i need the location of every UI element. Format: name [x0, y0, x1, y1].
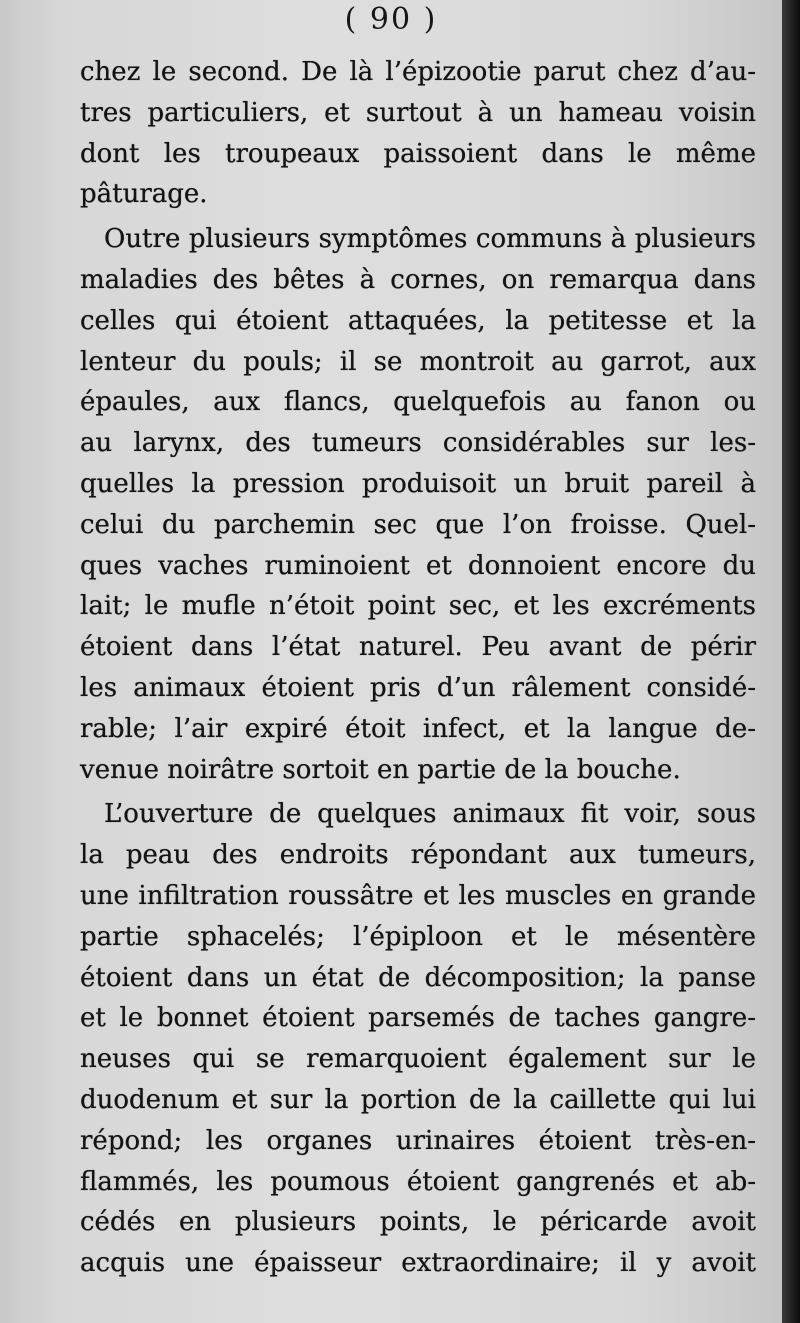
text-line: maladies des bêtes à cornes, on remarqua dans [80, 264, 756, 295]
text-line: la peau des endroits répondant aux tumeurs, [80, 840, 756, 871]
paragraph-first-line: Outre plusieurs symptômes communs à plusieurs [104, 224, 756, 255]
text-line: lenteur du pouls; il se montroit au garrot, aux [80, 346, 756, 377]
text-line: celles qui étoient attaquées, la petitesse et la [80, 305, 756, 336]
text-line: celui du parchemin sec que l’on froisse. Quel- [80, 509, 756, 540]
text-line: dont les troupeaux paissoient dans le même [80, 138, 756, 169]
page-edge-shadow [782, 0, 800, 1323]
text-line: étoient dans un état de décomposition; la panse [80, 962, 756, 993]
text-line: tres particuliers, et surtout à un hameau voisin [80, 97, 756, 128]
text-line: répond; les organes urinaires étoient très-en- [80, 1125, 756, 1156]
text-line: épaules, aux flancs, quelquefois au fanon ou [80, 387, 756, 418]
text-line: venue noirâtre sortoit en partie de la bouche. [80, 754, 681, 785]
text-line: pâturage. [80, 179, 208, 210]
text-line: une infiltration roussâtre et les muscles en grande [80, 880, 756, 911]
text-line: et le bonnet étoient parsemés de taches gangre- [80, 1003, 756, 1034]
page-number: ( 90 ) [344, 2, 438, 37]
text-line: lait; le mufle n’étoit point sec, et les excréments [80, 591, 756, 622]
text-line: ques vaches ruminoient et donnoient encore du [80, 550, 756, 581]
text-line: acquis une épaisseur extraordinaire; il y avoit [80, 1248, 756, 1279]
text-line: cédés en plusieurs points, le péricarde avoit [80, 1207, 756, 1238]
text-line: flammés, les poumous étoient gangrenés et ab- [80, 1166, 756, 1197]
text-line: duodenum et sur la portion de la caillette qui lui [80, 1084, 756, 1115]
body-text [80, 52, 756, 1284]
text-line: neuses qui se remarquoient également sur le [80, 1044, 756, 1075]
paragraph-first-line: L’ouverture de quelques animaux fit voir, sous [104, 799, 756, 830]
text-line: rable; l’air expiré étoit infect, et la langue de- [80, 713, 756, 744]
text-line: quelles la pression produisoit un bruit pareil à [80, 468, 756, 499]
text-line: les animaux étoient pris d’un râlement considé- [80, 672, 756, 703]
text-line: étoient dans l’état naturel. Peu avant de périr [80, 632, 756, 663]
text-line: partie sphacelés; l’épiploon et le mésentère [80, 921, 756, 952]
text-line: chez le second. De là l’épizootie parut chez d’au- [80, 57, 756, 87]
text-line: au larynx, des tumeurs considérables sur les- [80, 428, 756, 459]
